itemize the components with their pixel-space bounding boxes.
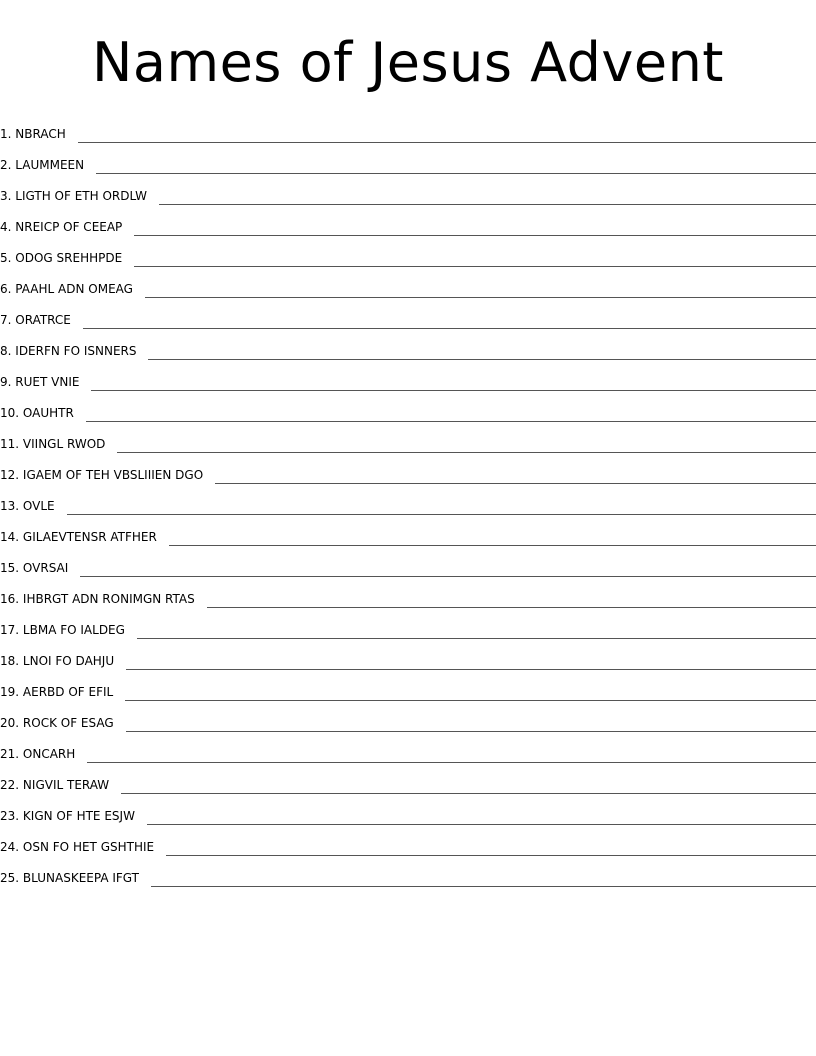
- clue-number: 23 .: [0, 809, 23, 823]
- clue-number: 11 .: [0, 437, 23, 451]
- clue-number: 12 .: [0, 468, 23, 482]
- answer-blank-line[interactable]: [137, 626, 816, 639]
- clue-label: [0, 560, 68, 577]
- answer-blank-line[interactable]: [126, 719, 816, 732]
- clue-label: [0, 312, 71, 329]
- clue-row: [0, 391, 816, 422]
- clue-row: [0, 701, 816, 732]
- answer-blank-line[interactable]: [91, 378, 816, 391]
- clue-scrambled-text: LIGTH OF ETH ORDLW: [15, 189, 147, 203]
- answer-blank-line[interactable]: [96, 161, 816, 174]
- clue-scrambled-text: ONCARH: [22, 747, 76, 761]
- clue-row: [0, 236, 816, 267]
- clue-list: [0, 112, 816, 887]
- answer-blank-line[interactable]: [148, 347, 816, 360]
- clue-label: [0, 684, 113, 701]
- answer-blank-line[interactable]: [117, 440, 816, 453]
- clue-label: [0, 808, 135, 825]
- answer-blank-line[interactable]: [159, 192, 816, 205]
- clue-scrambled-text: IDERFN FO ISNNERS: [15, 344, 137, 358]
- clue-row: [0, 732, 816, 763]
- clue-scrambled-text: AERBD OF EFIL: [22, 685, 114, 699]
- clue-scrambled-text: BLUNASKEEPA IFGT: [22, 871, 139, 885]
- clue-label: [0, 870, 139, 887]
- clue-scrambled-text: PAAHL ADN OMEAG: [15, 282, 133, 296]
- clue-label: [0, 126, 66, 143]
- clue-number: 21 .: [0, 747, 23, 761]
- clue-scrambled-text: ODOG SREHHPDE: [15, 251, 123, 265]
- clue-scrambled-text: LBMA FO IALDEG: [22, 623, 125, 637]
- clue-row: [0, 763, 816, 794]
- clue-scrambled-text: VIINGL RWOD: [22, 437, 106, 451]
- clue-row: [0, 577, 816, 608]
- clue-row: [0, 608, 816, 639]
- clue-label: [0, 405, 74, 422]
- clue-scrambled-text: NBRACH: [15, 127, 66, 141]
- clue-row: [0, 329, 816, 360]
- clue-label: [0, 157, 84, 174]
- answer-blank-line[interactable]: [134, 223, 816, 236]
- clue-number: 20 .: [0, 716, 23, 730]
- clue-label: [0, 746, 75, 763]
- answer-blank-line[interactable]: [134, 254, 816, 267]
- clue-number: 9 .: [0, 375, 15, 389]
- clue-label: [0, 498, 55, 515]
- clue-row: [0, 298, 816, 329]
- clue-number: 19 .: [0, 685, 23, 699]
- clue-scrambled-text: IGAEM OF TEH VBSLIIIEN DGO: [22, 468, 204, 482]
- clue-label: [0, 281, 133, 298]
- clue-scrambled-text: OVLE: [22, 499, 55, 513]
- answer-blank-line[interactable]: [207, 595, 816, 608]
- clue-label: [0, 839, 154, 856]
- clue-scrambled-text: RUET VNIE: [15, 375, 80, 389]
- clue-label: [0, 219, 122, 236]
- answer-blank-line[interactable]: [87, 750, 816, 763]
- clue-number: 3 .: [0, 189, 15, 203]
- clue-number: 2 .: [0, 158, 15, 172]
- clue-row: [0, 546, 816, 577]
- clue-scrambled-text: OVRSAI: [22, 561, 69, 575]
- clue-label: [0, 343, 136, 360]
- clue-number: 1 .: [0, 127, 15, 141]
- clue-scrambled-text: OAUHTR: [22, 406, 74, 420]
- clue-row: [0, 453, 816, 484]
- answer-blank-line[interactable]: [67, 502, 816, 515]
- answer-blank-line[interactable]: [145, 285, 816, 298]
- clue-number: 7 .: [0, 313, 15, 327]
- clue-label: [0, 374, 79, 391]
- clue-row: [0, 143, 816, 174]
- answer-blank-line[interactable]: [126, 657, 816, 670]
- answer-blank-line[interactable]: [125, 688, 816, 701]
- clue-number: 16 .: [0, 592, 23, 606]
- clue-scrambled-text: IHBRGT ADN RONIMGN RTAS: [22, 592, 195, 606]
- answer-blank-line[interactable]: [78, 130, 816, 143]
- clue-number: 10 .: [0, 406, 23, 420]
- clue-label: [0, 653, 114, 670]
- clue-scrambled-text: ORATRCE: [15, 313, 71, 327]
- clue-number: 17 .: [0, 623, 23, 637]
- clue-number: 14 .: [0, 530, 23, 544]
- clue-row: [0, 360, 816, 391]
- clue-row: [0, 484, 816, 515]
- answer-blank-line[interactable]: [147, 812, 816, 825]
- clue-number: 22 .: [0, 778, 23, 792]
- clue-label: [0, 188, 147, 205]
- clue-number: 18 .: [0, 654, 23, 668]
- answer-blank-line[interactable]: [86, 409, 816, 422]
- clue-row: [0, 205, 816, 236]
- clue-number: 13 .: [0, 499, 23, 513]
- clue-label: [0, 715, 114, 732]
- answer-blank-line[interactable]: [80, 564, 816, 577]
- clue-scrambled-text: ROCK OF ESAG: [22, 716, 114, 730]
- clue-label: [0, 622, 125, 639]
- clue-number: 25 .: [0, 871, 23, 885]
- clue-scrambled-text: NIGVIL TERAW: [22, 778, 110, 792]
- clue-label: [0, 250, 122, 267]
- clue-scrambled-text: GILAEVTENSR ATFHER: [22, 530, 157, 544]
- clue-number: 8 .: [0, 344, 15, 358]
- answer-blank-line[interactable]: [83, 316, 816, 329]
- clue-number: 24 .: [0, 840, 23, 854]
- clue-label: [0, 436, 105, 453]
- answer-blank-line[interactable]: [121, 781, 816, 794]
- worksheet-title: Names of Jesus Advent: [92, 31, 724, 94]
- clue-scrambled-text: LAUMMEEN: [15, 158, 85, 172]
- clue-label: [0, 591, 195, 608]
- clue-scrambled-text: NREICP OF CEEAP: [15, 220, 123, 234]
- clue-row: [0, 422, 816, 453]
- answer-blank-line[interactable]: [169, 533, 816, 546]
- clue-row: [0, 174, 816, 205]
- clue-row: [0, 825, 816, 856]
- clue-row: [0, 639, 816, 670]
- clue-label: [0, 529, 157, 546]
- answer-blank-line[interactable]: [151, 874, 816, 887]
- clue-row: [0, 794, 816, 825]
- clue-number: 6 .: [0, 282, 15, 296]
- clue-row: [0, 515, 816, 546]
- clue-row: [0, 670, 816, 701]
- answer-blank-line[interactable]: [166, 843, 816, 856]
- answer-blank-line[interactable]: [215, 471, 816, 484]
- clue-label: [0, 777, 109, 794]
- clue-number: 5 .: [0, 251, 15, 265]
- clue-label: [0, 467, 203, 484]
- clue-scrambled-text: OSN FO HET GSHTHIE: [22, 840, 155, 854]
- clue-scrambled-text: KIGN OF HTE ESJW: [22, 809, 135, 823]
- clue-number: 15 .: [0, 561, 23, 575]
- clue-number: 4 .: [0, 220, 15, 234]
- clue-row: [0, 856, 816, 887]
- clue-row: [0, 267, 816, 298]
- clue-scrambled-text: LNOI FO DAHJU: [22, 654, 115, 668]
- clue-row: [0, 112, 816, 143]
